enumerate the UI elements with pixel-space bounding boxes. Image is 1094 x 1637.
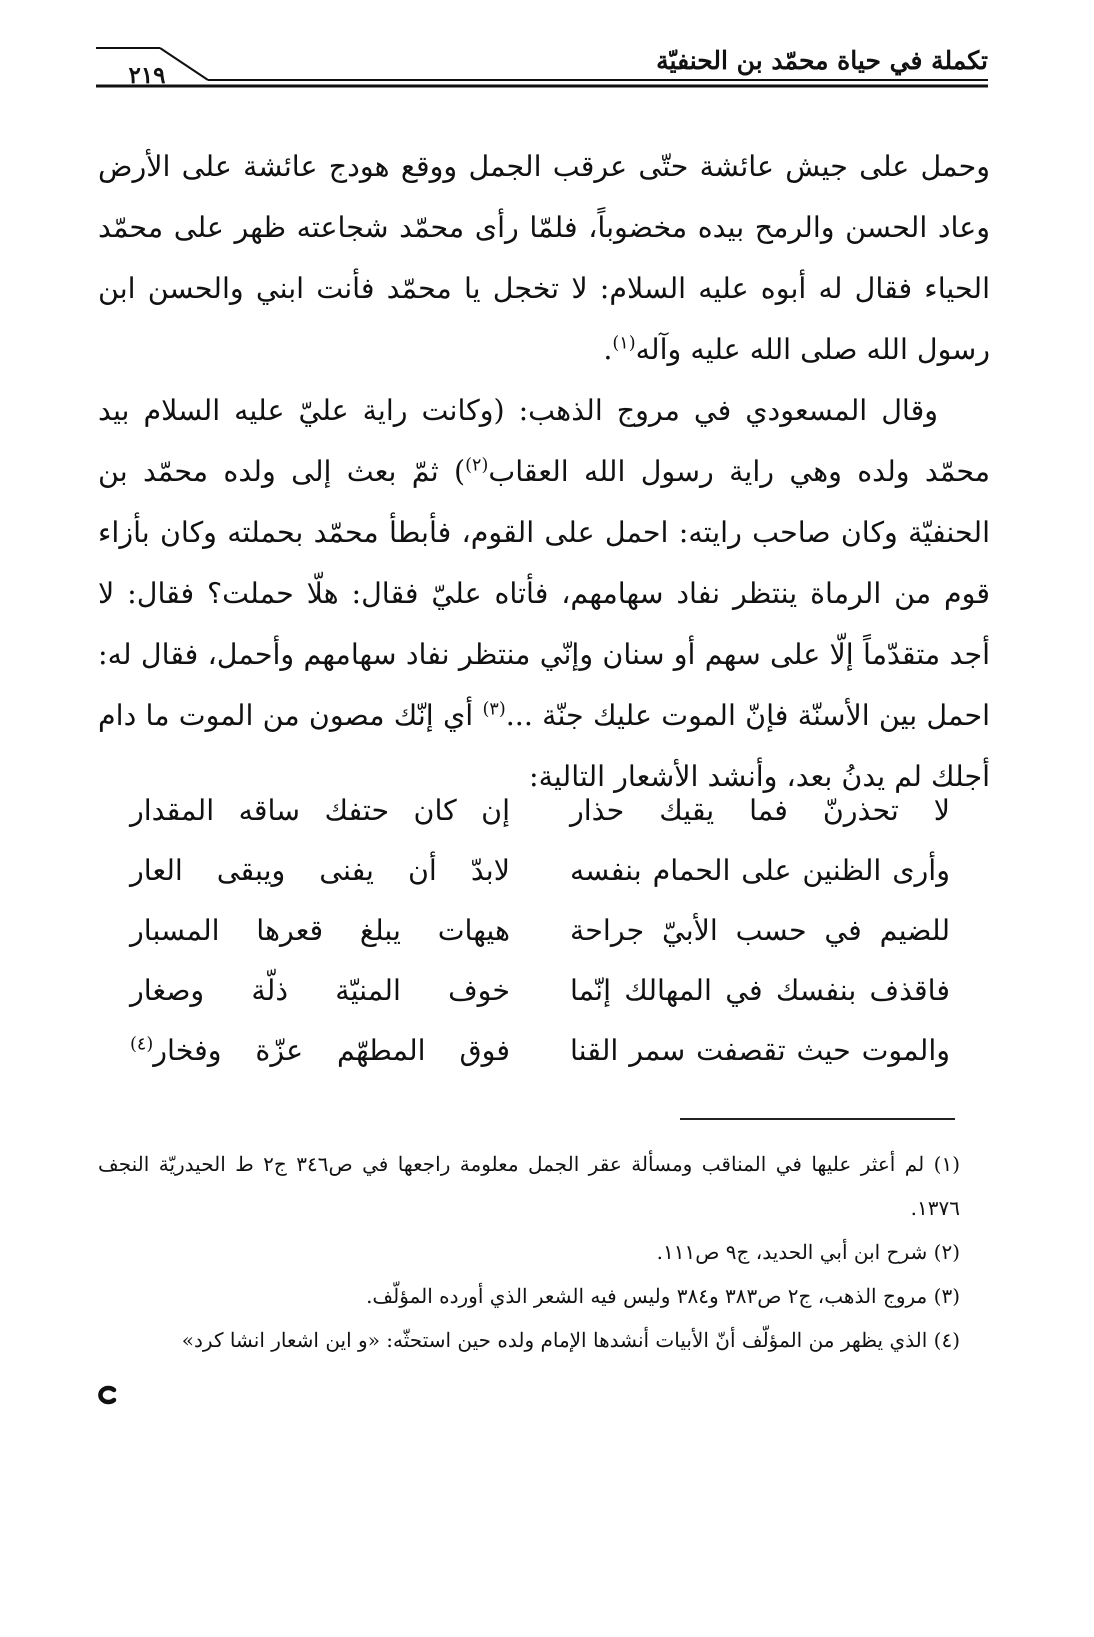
footnote-ref-2: (٢) xyxy=(465,455,489,476)
footnote-ref-1: (١) xyxy=(612,333,636,354)
running-title: تكملة في حياة محمّد بن الحنفيّة xyxy=(656,46,988,75)
verse-second-text: هيهات يبلغ قعرها المسبار xyxy=(130,914,510,947)
verse-first-hemistich: فاقذف بنفسك في المهالك إنّما xyxy=(570,974,950,1007)
footnote-text: الذي يظهر من المؤلّف أنّ الأبيات أنشدها الإمام ولده حين استحثّه: «و اين اشعار انشا كرد» xyxy=(181,1328,928,1352)
verse-second-text: إن كان حتفك ساقه المقدار xyxy=(130,794,510,827)
verse-second-hemistich xyxy=(130,966,510,1026)
verse-first-hemistich: لا تحذرنّ فما يقيك حذار xyxy=(570,794,950,827)
poem-verse xyxy=(130,906,950,966)
footnote-separator xyxy=(680,1118,955,1120)
main-text xyxy=(98,136,990,807)
verse-second-text: فوق المطهّم عزّة وفخار xyxy=(153,1034,510,1067)
footnote-text: لم أعثر عليها في المناقب ومسألة عقر الجمل معلومة راجعها في ص٣٤٦ ج٢ ط الحيدريّة النجف ١٣٧٦. xyxy=(98,1152,960,1220)
footnote-item xyxy=(98,1318,960,1362)
footnote-number: (٤) xyxy=(933,1328,960,1352)
footnote-number: (٢) xyxy=(933,1240,960,1264)
paragraph-1 xyxy=(98,136,990,380)
paragraph-2 xyxy=(98,380,990,807)
page-number: ٢١٩ xyxy=(128,62,166,89)
verse-second-text: خوف المنيّة ذلّة وصغار xyxy=(130,974,510,1007)
footnotes xyxy=(98,1142,960,1362)
verse-first-hemistich: للضيم في حسب الأبيّ جراحة xyxy=(570,914,950,947)
footnote-text: مروج الذهب، ج٢ ص٣٨٣ و٣٨٤ وليس فيه الشعر الذي أورده المؤلّف. xyxy=(366,1284,928,1308)
footnote-item xyxy=(98,1230,960,1274)
paragraph-2-part-a: وقال المسعودي في مروج الذهب: (وكانت راية عليّ عليه السلام بيد محمّد ولده وهي راية رسول الله العقاب xyxy=(98,394,991,488)
paragraph-2-part-b: ) ثمّ بعث إلى ولده محمّد بن الحنفيّة وكان صاحب رايته: احمل على القوم، فأبطأ محمّد بحملته وكان بأزاء قوم من الرماة ينتظر نفاد سهامهم، فأتاه عليّ فقال: هلّا حملت؟ فقال: لا أجد متقدّماً إلّا على سهم أو سنان وإنّي منتظر نفاد سهامهم وأحمل، فقال له: احمل بين الأسنّة فإنّ الموت عليك جنّة ... xyxy=(98,455,990,732)
footnote-item xyxy=(98,1142,960,1230)
page-header xyxy=(96,38,988,98)
poem-verse xyxy=(130,1026,950,1086)
verse-first-hemistich: وأرى الظنين على الحمام بنفسه xyxy=(570,854,950,887)
continuation-mark-shape xyxy=(98,1385,118,1405)
footnote-item xyxy=(98,1274,960,1318)
poem-verse xyxy=(130,846,950,906)
footnote-text: شرح ابن أبي الحديد، ج٩ ص١١١. xyxy=(656,1240,928,1264)
paragraph-2-part-c: أي إنّك مصون من الموت ما دام أجلك لم يدنُ بعد، وأنشد الأشعار التالية: xyxy=(98,699,990,793)
paragraph-1-end: . xyxy=(603,333,613,366)
footnote-ref-3: (٣) xyxy=(482,699,506,720)
footnote-number: (١) xyxy=(933,1152,961,1176)
poem-verse xyxy=(130,966,950,1026)
continuation-mark-icon xyxy=(98,1385,118,1405)
footnote-ref-4: (٤) xyxy=(130,1034,154,1055)
verse-second-hemistich xyxy=(130,1026,510,1086)
poem-verse xyxy=(130,786,950,846)
paragraph-1-text: وحمل على جيش عائشة حتّى عرقب الجمل ووقع هودج عائشة على الأرض وعاد الحسن والرمح بيده مخضوباً، فلمّا رأى محمّد شجاعته ظهر على محمّد الحياء فقال له أبوه عليه السلام: لا تخجل يا محمّد فأنت ابني والحسن ابن رسول الله صلى الله عليه وآله xyxy=(98,150,990,366)
footnote-number: (٣) xyxy=(933,1284,960,1308)
verse-second-text: لابدّ أن يفنى ويبقى العار xyxy=(130,854,510,887)
poem xyxy=(130,786,950,1086)
verse-first-hemistich: والموت حيث تقصفت سمر القنا xyxy=(570,1034,950,1067)
verse-second-hemistich xyxy=(130,786,510,846)
verse-second-hemistich xyxy=(130,906,510,966)
verse-second-hemistich xyxy=(130,846,510,906)
